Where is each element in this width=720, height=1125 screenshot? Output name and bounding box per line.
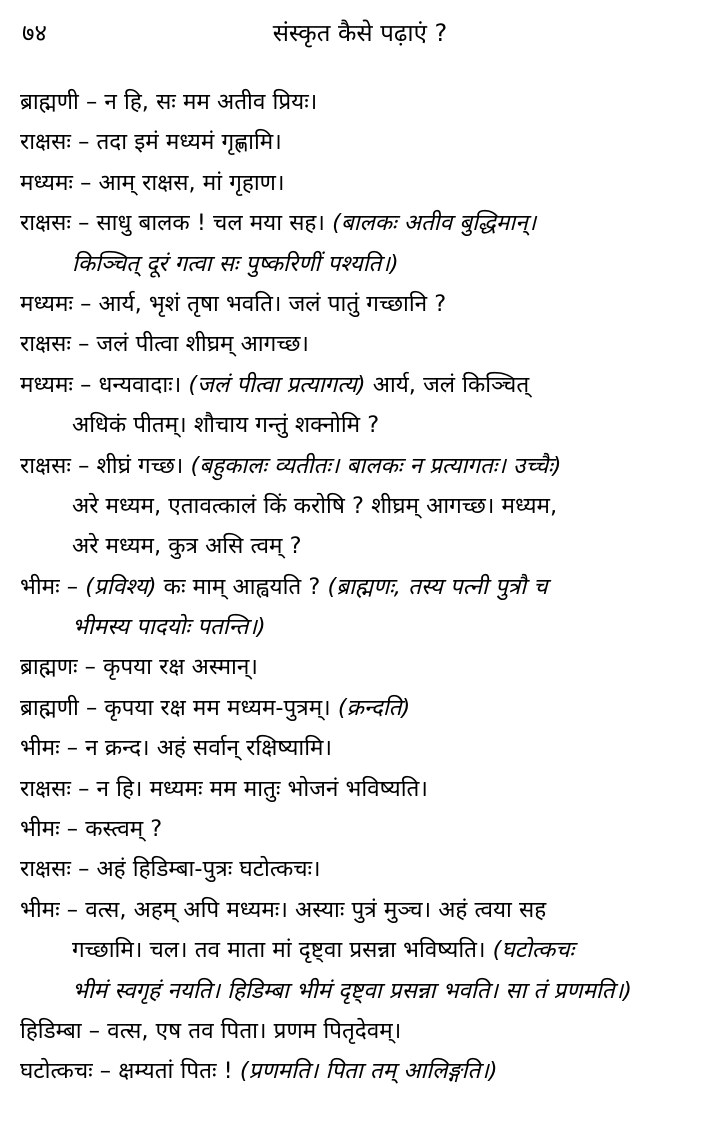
text-line: [0, 244, 720, 284]
text-line: [0, 607, 720, 647]
dialogue-text: मध्यमः – आर्य, भृशं तृषा भवति। जलं पातुं गच्छानि ?: [20, 290, 447, 317]
text-line: [0, 809, 720, 849]
dialogue-text: राक्षसः – साधु बालक ! चल मया सह।: [20, 210, 333, 237]
stage-direction: किञ्चित् दूरं गत्वा सः पुष्करिणीं पश्यति।): [72, 250, 399, 277]
text-line: [0, 769, 720, 809]
dialogue-text: [0, 82, 720, 1092]
text-line: [0, 486, 720, 526]
stage-direction: भीमस्य पादयोः पतन्ति।): [72, 614, 266, 641]
dialogue-text: राक्षसः – शीघ्रं गच्छ।: [20, 452, 191, 479]
dialogue-text: घटोत्कचः – क्षम्यतां पितः !: [20, 1058, 240, 1085]
text-line: [0, 1011, 720, 1051]
stage-direction: (प्रविश्य): [85, 573, 157, 600]
dialogue-text: अधिकं पीतम्। शौचाय गन्तुं शक्नोमि ?: [72, 412, 380, 439]
text-line: [0, 324, 720, 364]
dialogue-text: ब्राह्मणी – कृपया रक्ष मम मध्यम-पुत्रम्।: [20, 694, 338, 721]
dialogue-text: मध्यमः – धन्यवादाः।: [20, 371, 189, 398]
stage-direction: (जलं पीत्वा प्रत्यागत्य): [188, 371, 366, 398]
dialogue-text: अरे मध्यम, एतावत्कालं किं करोषि ? शीघ्रम् आगच्छ। मध्यम,: [72, 492, 558, 519]
stage-direction: भीमं स्वगृहं नयति। हिडिम्बा भीमं दृष्ट्वा प्रसन्ना भवति। सा तं प्रणमति।): [72, 977, 632, 1004]
page-header: [0, 14, 720, 54]
dialogue-text: हिडिम्बा – वत्स, एष तव पिता। प्रणम पितृदेवम्।: [20, 1017, 402, 1044]
dialogue-text: ब्राह्मणी – न हि, सः मम अतीव प्रियः।: [20, 89, 318, 115]
dialogue-text: अरे मध्यम, कुत्र असि त्वम् ?: [72, 533, 302, 560]
text-line: [0, 163, 720, 203]
page-title: संस्कृत कैसे पढ़ाएं ?: [272, 19, 448, 47]
dialogue-text: मध्यमः – आम् राक्षस, मां गृहाण।: [20, 169, 285, 196]
text-line: [0, 971, 720, 1011]
text-line: [0, 284, 720, 324]
page-number: ७४: [22, 19, 47, 47]
text-line: [0, 446, 720, 486]
text-line: [0, 203, 720, 243]
text-line: [0, 82, 720, 122]
dialogue-text: राक्षसः – जलं पीत्वा शीघ्रम् आगच्छ।: [20, 331, 309, 358]
dialogue-text: राक्षसः – न हि। मध्यमः मम मातुः भोजनं भविष्यति।: [20, 775, 428, 802]
stage-direction: (प्रणमति। पिता तम् आलिङ्गति।): [239, 1058, 498, 1085]
text-line: [0, 849, 720, 889]
dialogue-text: ब्राह्मणः – कृपया रक्ष अस्मान्।: [20, 654, 258, 681]
stage-direction: (बहुकालः व्यतीतः। बालकः न प्रत्यागतः। उच्चैः): [190, 452, 562, 479]
text-line: [0, 728, 720, 768]
stage-direction: (क्रन्दति): [337, 694, 411, 721]
text-line: [0, 405, 720, 445]
text-line: [0, 647, 720, 687]
dialogue-text: भीमः – न क्रन्द। अहं सर्वान् रक्षिष्यामि।: [20, 735, 333, 762]
stage-direction: (ब्राह्मणः, तस्य पत्नी पुत्रौ च: [327, 573, 548, 600]
dialogue-text: भीमः –: [20, 573, 86, 600]
stage-direction: (बालकः अतीव बुद्धिमान्।: [332, 210, 537, 237]
dialogue-text: भीमः – कस्त्वम् ?: [20, 816, 163, 843]
dialogue-text: राक्षसः – अहं हिडिम्बा-पुत्रः घटोत्कचः।: [20, 856, 321, 883]
dialogue-text: आर्य, जलं किञ्चित्: [365, 371, 530, 398]
dialogue-text: गच्छामि। चल। तव माता मां दृष्ट्वा प्रसन्ना भविष्यति।: [72, 937, 493, 964]
text-line: [0, 688, 720, 728]
text-line: [0, 122, 720, 162]
dialogue-text: भीमः – वत्स, अहम् अपि मध्यमः। अस्याः पुत्रं मुञ्च। अहं त्वया सह: [20, 896, 547, 923]
text-line: [0, 930, 720, 970]
text-line: [0, 567, 720, 607]
dialogue-text: राक्षसः – तदा इमं मध्यमं गृह्णामि।: [20, 129, 282, 156]
text-line: [0, 1051, 720, 1091]
text-line: [0, 890, 720, 930]
text-line: [0, 365, 720, 405]
dialogue-text: कः माम् आह्वयति ?: [156, 573, 328, 600]
stage-direction: (घटोत्कचः: [492, 937, 575, 964]
text-line: [0, 526, 720, 566]
